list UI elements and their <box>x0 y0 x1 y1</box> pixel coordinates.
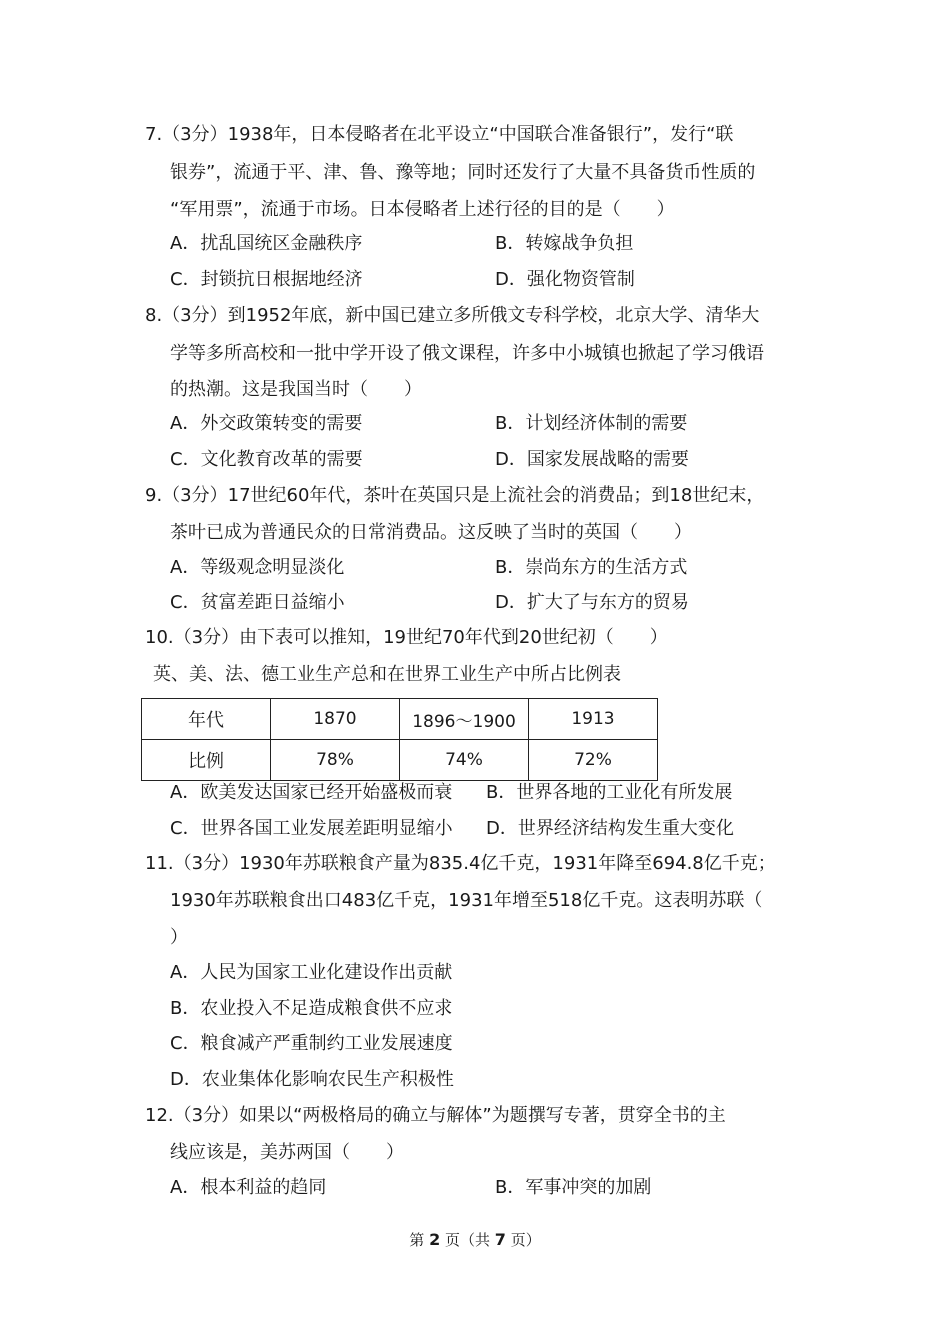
q11-stem-line3: ） <box>170 927 188 948</box>
q12-stem-line1: 12.（3分）如果以“两极格局的确立与解体”为题撰写专著，贯穿全书的主 <box>145 1105 726 1126</box>
table-cell: 74% <box>400 740 529 781</box>
footer-prefix: 第 <box>409 1231 425 1249</box>
q12-option-a: A．根本利益的趋同 <box>170 1177 327 1198</box>
table-cell: 年代 <box>142 699 271 740</box>
q12-option-b: B．军事冲突的加剧 <box>495 1177 652 1198</box>
q7-stem-line3: “军用票”，流通于市场。日本侵略者上述行径的目的是（ ） <box>170 199 675 220</box>
q7-stem-line1: 7.（3分）1938年，日本侵略者在北平设立“中国联合准备银行”，发行“联 <box>145 124 734 145</box>
q7-stem-line2: 银券”，流通于平、津、鲁、豫等地；同时还发行了大量不具备货币性质的 <box>170 162 756 183</box>
q9-stem-line2: 茶叶已成为普通民众的日常消费品。这反映了当时的英国（ ） <box>170 522 692 543</box>
q11-option-a: A．人民为国家工业化建设作出贡献 <box>170 962 453 983</box>
table-row <box>142 740 658 781</box>
q9-option-c: C．贫富差距日益缩小 <box>170 592 345 613</box>
footer-suffix: 页） <box>510 1231 541 1249</box>
table-cell: 78% <box>271 740 400 781</box>
table-cell: 1896～1900 <box>400 699 529 740</box>
q7-option-c: C．封锁抗日根据地经济 <box>170 269 363 290</box>
footer-page-number: 2 <box>429 1230 441 1249</box>
table-cell: 1913 <box>529 699 658 740</box>
q7-option-d: D．强化物资管制 <box>495 269 635 290</box>
table-cell: 比例 <box>142 740 271 781</box>
q11-stem-line2: 1930年苏联粮食出口483亿千克，1931年增至518亿千克。这表明苏联（ <box>170 890 763 911</box>
q10-stem-line1: 10.（3分）由下表可以推知，19世纪70年代到20世纪初（ ） <box>145 627 668 648</box>
footer-total-pages: 7 <box>494 1230 506 1249</box>
q8-option-b: B．计划经济体制的需要 <box>495 413 688 434</box>
q8-option-a: A．外交政策转变的需要 <box>170 413 363 434</box>
table-cell: 1870 <box>271 699 400 740</box>
q11-option-b: B．农业投入不足造成粮食供不应求 <box>170 998 453 1019</box>
q7-option-b: B．转嫁战争负担 <box>495 233 634 254</box>
q10-option-d: D．世界经济结构发生重大变化 <box>486 818 734 839</box>
page-footer <box>0 1229 950 1251</box>
table-cell: 72% <box>529 740 658 781</box>
q10-option-a: A．欧美发达国家已经开始盛极而衰 <box>170 782 453 803</box>
q8-stem-line3: 的热潮。这是我国当时（ ） <box>170 379 422 400</box>
q9-option-d: D．扩大了与东方的贸易 <box>495 592 689 613</box>
q8-stem-line2: 学等多所高校和一批中学开设了俄文课程，许多中小城镇也掀起了学习俄语 <box>170 343 764 364</box>
q7-option-a: A．扰乱国统区金融秩序 <box>170 233 363 254</box>
q10-ratio-table <box>141 698 658 781</box>
q9-option-b: B．崇尚东方的生活方式 <box>495 557 688 578</box>
q8-option-d: D．国家发展战略的需要 <box>495 449 689 470</box>
q10-option-c: C．世界各国工业发展差距明显缩小 <box>170 818 453 839</box>
q9-stem-line1: 9.（3分）17世纪60年代，茶叶在英国只是上流社会的消费品；到18世纪末， <box>145 485 765 506</box>
q10-table-caption: 英、美、法、德工业生产总和在世界工业生产中所占比例表 <box>153 664 621 685</box>
q8-stem-line1: 8.（3分）到1952年底，新中国已建立多所俄文专科学校，北京大学、清华大 <box>145 305 760 326</box>
q10-option-b: B．世界各地的工业化有所发展 <box>486 782 733 803</box>
q11-stem-line1: 11.（3分）1930年苏联粮食产量为835.4亿千克，1931年降至694.8亿千克； <box>145 853 776 874</box>
q9-option-a: A．等级观念明显淡化 <box>170 557 345 578</box>
table-row <box>142 699 658 740</box>
q12-stem-line2: 线应该是，美苏两国（ ） <box>170 1142 404 1163</box>
footer-mid: 页（共 <box>444 1231 490 1249</box>
q11-option-c: C．粮食减产严重制约工业发展速度 <box>170 1033 453 1054</box>
q11-option-d: D．农业集体化影响农民生产积极性 <box>170 1069 454 1090</box>
q8-option-c: C．文化教育改革的需要 <box>170 449 363 470</box>
